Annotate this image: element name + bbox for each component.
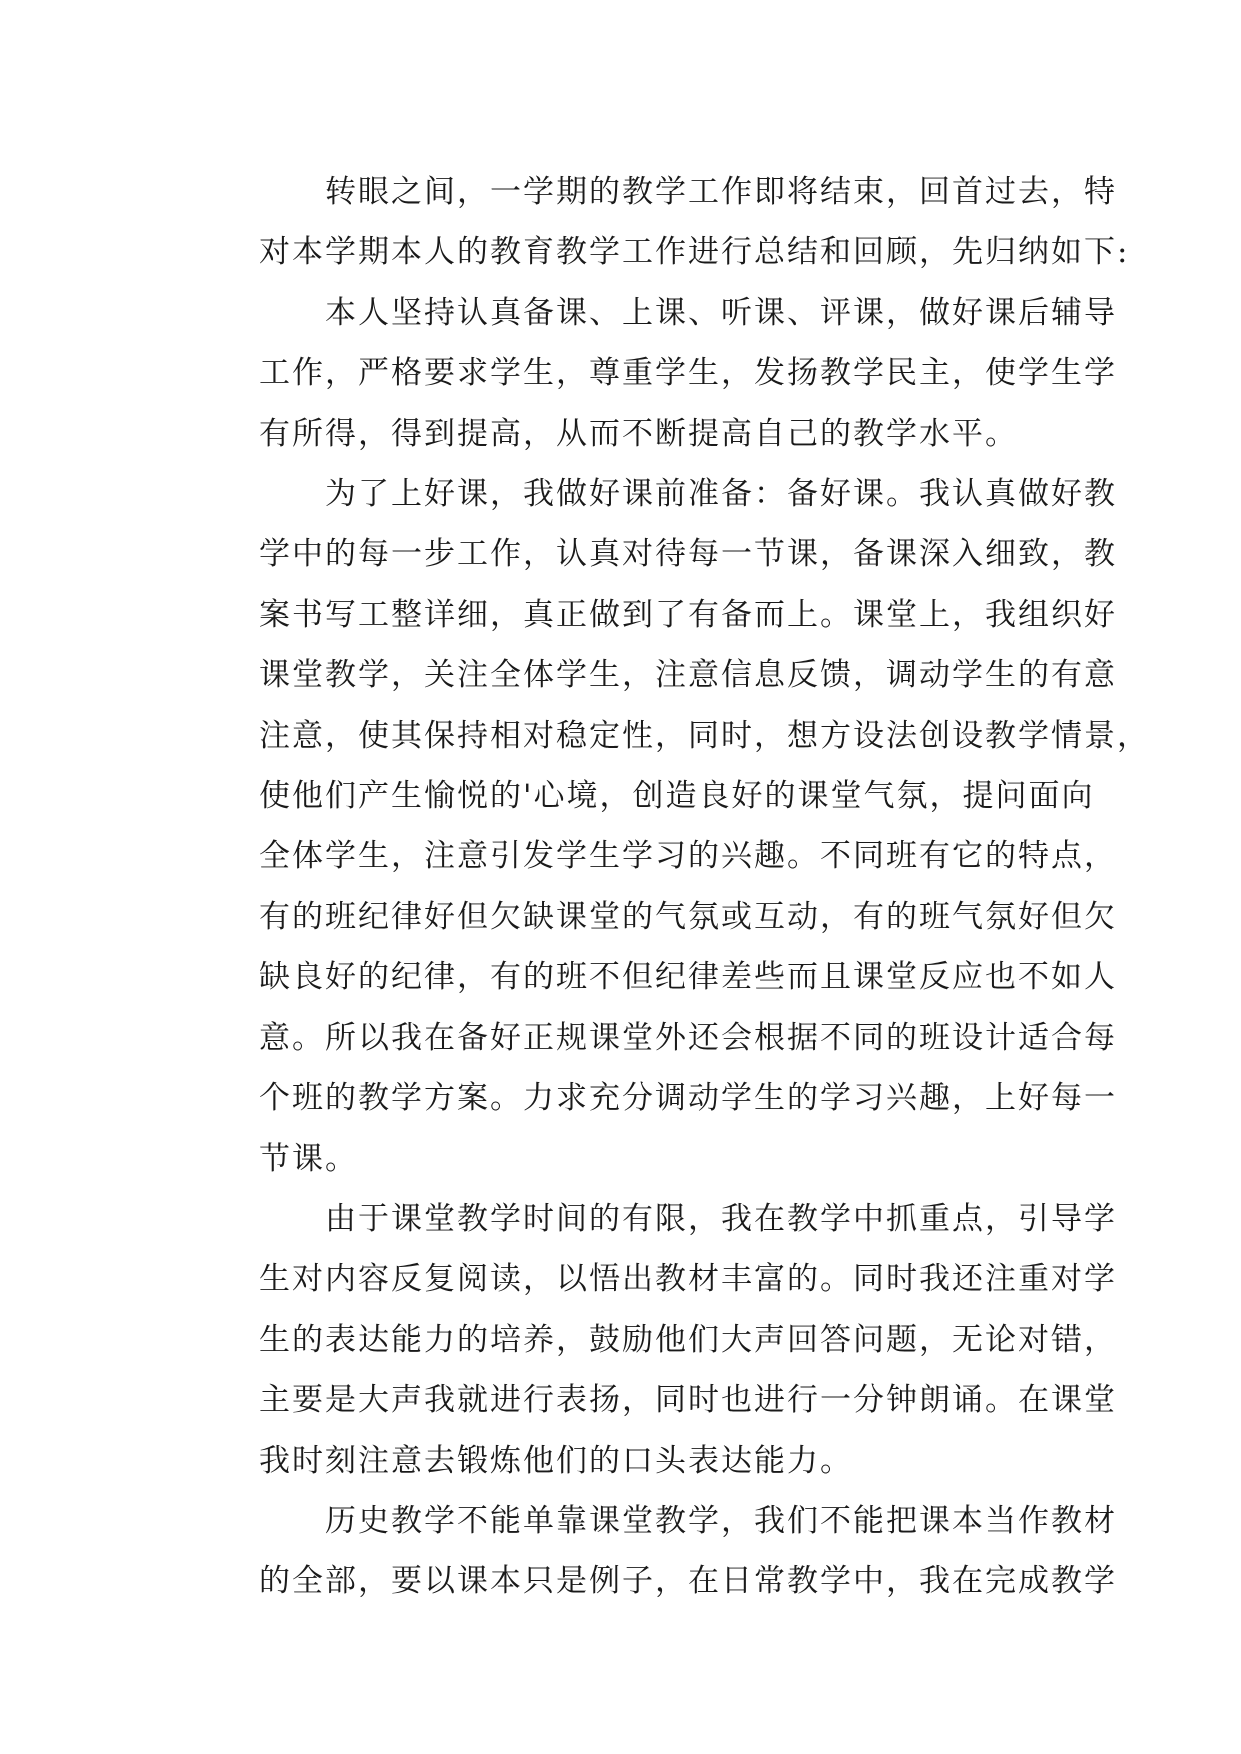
text-line: 节课。 (259, 1140, 358, 1177)
text-line: 由于课堂教学时间的有限，我在教学中抓重点，引导学 (325, 1200, 1117, 1237)
text-line: 有的班纪律好但欠缺课堂的气氛或互动，有的班气氛好但欠 (259, 898, 1117, 935)
document-page (193, 162, 1150, 1612)
text-line: 生对内容反复阅读，以悟出教材丰富的。同时我还注重对学 (259, 1261, 1117, 1298)
text-line: 缺良好的纪律，有的班不但纪律差些而且课堂反应也不如人 (259, 959, 1117, 996)
paragraph-5 (193, 1491, 1117, 1612)
text-line: 全体学生，注意引发学生学习的兴趣。不同班有它的特点， (259, 838, 1117, 875)
paragraph-3 (193, 464, 1150, 1189)
text-line: 本人坚持认真备课、上课、听课、评课，做好课后辅导 (325, 294, 1117, 331)
text-line: 对本学期本人的教育教学工作进行总结和回顾，先归纳如下: (259, 234, 1130, 271)
text-line: 为了上好课，我做好课前准备：备好课。我认真做好教 (325, 476, 1117, 513)
text-line: 有所得，得到提高，从而不断提高自己的教学水平。 (259, 415, 1018, 452)
paragraph-2 (193, 283, 1117, 464)
text-line: 历史教学不能单靠课堂教学，我们不能把课本当作教材 (325, 1502, 1117, 1539)
text-line: 工作，严格要求学生，尊重学生，发扬教学民主，使学生学 (259, 355, 1117, 392)
text-line: 使他们产生愉悦的'心境，创造良好的课堂气氛，提问面向 (259, 778, 1095, 815)
text-line: 课堂教学，关注全体学生，注意信息反馈，调动学生的有意 (259, 657, 1117, 694)
text-line: 个班的教学方案。力求充分调动学生的学习兴趣，上好每一 (259, 1080, 1117, 1117)
text-line: 生的表达能力的培养，鼓励他们大声回答问题，无论对错， (259, 1321, 1117, 1358)
paragraph-4 (193, 1189, 1117, 1491)
paragraph-1 (193, 162, 1130, 283)
text-line: 我时刻注意去锻炼他们的口头表达能力。 (259, 1442, 853, 1479)
text-line: 学中的每一步工作，认真对待每一节课，备课深入细致，教 (259, 536, 1117, 573)
text-line: 主要是大声我就进行表扬，同时也进行一分钟朗诵。在课堂 (259, 1382, 1117, 1419)
text-line: 的全部，要以课本只是例子，在日常教学中，我在完成教学 (259, 1563, 1117, 1600)
text-line: 意。所以我在备好正规课堂外还会根据不同的班设计适合每 (259, 1019, 1117, 1056)
text-line: 案书写工整详细，真正做到了有备而上。课堂上，我组织好 (259, 596, 1117, 633)
text-line: 转眼之间，一学期的教学工作即将结束，回首过去，特 (325, 174, 1117, 210)
text-line: 注意，使其保持相对稳定性，同时，想方设法创设教学情景， (259, 717, 1150, 754)
